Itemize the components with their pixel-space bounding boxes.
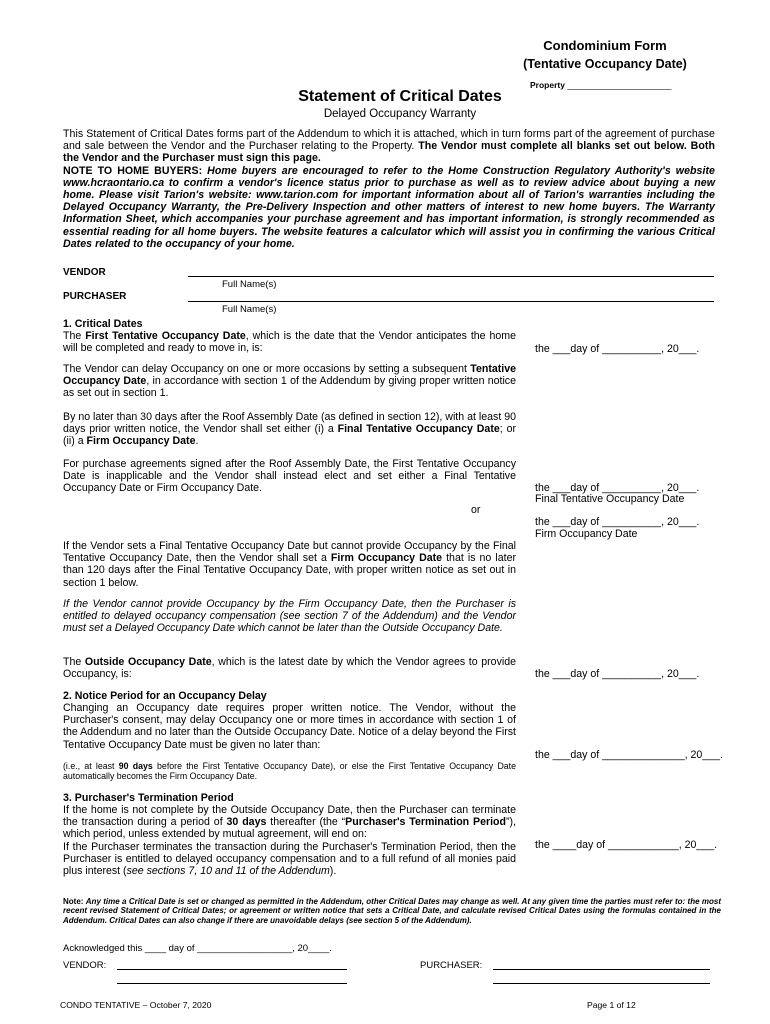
purchaser-signature-line-2[interactable] — [493, 983, 710, 984]
footer-form-id: CONDO TENTATIVE – October 7, 2020 — [60, 1000, 212, 1010]
page-number: Page 1 of 12 — [587, 1000, 636, 1010]
purchaser-signature-label: PURCHASER: — [420, 960, 483, 971]
section-1-heading: 1. Critical Dates — [63, 318, 143, 330]
s1-roof-assembly-paragraph: By no later than 30 days after the Roof Assembly Date (as defined in section 12), with at least 90 days prior written notice, the Vendor shall set either (i) a Final Tentative Occupancy Date; or (ii) a Firm Occupancy Date. — [63, 411, 516, 448]
critical-dates-note: Note: Any time a Critical Date is set or changed as permitted in the Addendum, other Critical Dates may change as well. At any given time the parties must refer to: the most recent revised Statement of Critical Dates; or agreement or written notice that sets a Critical Date, and calculate revised Critical Dates using the formulas contained in the Addendum. Critical Dates can also change if there are unavoidable delays (see section 5 of the Addendum). — [63, 897, 721, 925]
purchaser-name-line[interactable] — [188, 301, 714, 302]
s1-purchase-agreements-paragraph: For purchase agreements signed after the Roof Assembly Date, the First Tentative Occupancy Date is inapplicable and the Vendor shall instead elect and set either a Final Tentative Occupancy Date or Firm Occupancy Date. — [63, 458, 516, 495]
purchaser-label: PURCHASER — [63, 291, 127, 302]
vendor-full-names-caption: Full Name(s) — [222, 279, 277, 290]
property-line: ______________________ — [567, 80, 672, 90]
document-subtitle: Delayed Occupancy Warranty — [323, 108, 477, 120]
form-title: Condominium Form — [543, 38, 667, 53]
firm-occupancy-date-field[interactable]: the ___day of __________, 20___. — [535, 516, 700, 528]
or-separator: or — [471, 504, 481, 516]
vendor-signature-line-2[interactable] — [117, 983, 347, 984]
vendor-name-line[interactable] — [188, 276, 714, 277]
termination-end-date-field[interactable]: the ____day of ____________, 20___. — [535, 839, 718, 851]
s1-first-tentative-paragraph: The First Tentative Occupancy Date, which is the date that the Vendor anticipates the home will be completed and ready to move in, is: — [63, 330, 516, 355]
firm-occupancy-date-caption: Firm Occupancy Date — [535, 528, 638, 540]
s1-final-tentative-paragraph: If the Vendor sets a Final Tentative Occupancy Date but cannot provide Occupancy by the Final Tentative Occupancy Date, then the Vendor shall set a Firm Occupancy Date that is no later than 120 days after the Final Tentative Occupancy Date, with proper written notice as set out in section 1 below. — [63, 540, 516, 589]
purchaser-signature-line-1[interactable] — [493, 969, 710, 970]
property-label: Property — [530, 80, 565, 90]
s2-notice-detail: (i.e., at least 90 days before the First Tentative Occupancy Date), or else the First Tentative Occupancy Date automatically becomes the Firm Occupancy Date. — [63, 761, 517, 782]
first-tentative-date-field[interactable]: the ___day of __________, 20___. — [535, 343, 700, 355]
form-subtitle: (Tentative Occupancy Date) — [523, 57, 687, 71]
document-title: Statement of Critical Dates — [298, 88, 502, 105]
vendor-signature-line-1[interactable] — [117, 969, 347, 970]
s1-delayed-occupancy-paragraph: If the Vendor cannot provide Occupancy by the Firm Occupancy Date, then the Purchaser is entitled to delayed occupancy compensation (see section 7 of the Addendum) and the Vendor must set a Delayed Occupancy Date which cannot be later than the Outside Occupancy Date. — [63, 598, 516, 635]
outside-occupancy-date-field[interactable]: the ___day of __________, 20___. — [535, 668, 700, 680]
final-tentative-date-caption: Final Tentative Occupancy Date — [535, 493, 685, 505]
s2-notice-paragraph: Changing an Occupancy date requires proper written notice. The Vendor, without the Purchaser's consent, may delay Occupancy one or more times in accordance with section 1 of the Addendum and no later than the Outside Occupancy Date. Notice of a delay beyond the First Tentative Occupancy Date must be given no later than: — [63, 702, 516, 751]
final-tentative-date-field[interactable]: the ___day of __________, 20___. — [535, 482, 700, 494]
notice-deadline-date-field[interactable]: the ___day of ______________, 20___. — [535, 749, 723, 761]
intro-paragraph: This Statement of Critical Dates forms part of the Addendum to which it is attached, which in turn forms part of the agreement of purchase and sale between the Vendor and the Purchaser relating to the Property. The Vendor must complete all blanks set out below. Both the Vendor and the Purchaser must sign this page. NOTE TO HOME BUYERS: Home buyers are encouraged to refer to the Home Construction Regulatory Authority's website www.hcraontario.ca to confirm a vendor's licence status prior to purchase as well as to review advice about buying a new home. Please visit Tarion's website: www.tarion.com for important information about all of Tarion's warranties including the Delayed Occupancy Warranty, the Pre-Delivery Inspection and other matters of interest to new home buyers. The Warranty Information Sheet, which accompanies your purchase agreement and has important information, is strongly recommended as essential reading for all home buyers. The website features a calculator which will assist you in confirming the various Critical Dates related to the occupancy of your home. — [63, 128, 716, 250]
acknowledgement-line[interactable]: Acknowledged this ____ day of __________________, 20____. — [63, 943, 332, 954]
s1-outside-occupancy-paragraph: The Outside Occupancy Date, which is the latest date by which the Vendor agrees to provide Occupancy, is: — [63, 656, 517, 681]
s3-termination-paragraph: If the home is not complete by the Outside Occupancy Date, then the Purchaser can terminate the transaction during a period of 30 days thereafter (the “Purchaser's Termination Period”), which period, unless extended by mutual agreement, will end on: If the Purchaser terminates the transaction during the Purchaser's Termination Period, then the Purchaser is entitled to delayed occupancy compensation and to a full refund of all monies paid plus interest (see sections 7, 10 and 11 of the Addendum). — [63, 804, 516, 878]
section-3-heading: 3. Purchaser's Termination Period — [63, 792, 234, 804]
s1-delay-paragraph: The Vendor can delay Occupancy on one or more occasions by setting a subsequent Tentative Occupancy Date, in accordance with section 1 of the Addendum by giving proper written notice as set out in section 1. — [63, 363, 516, 400]
purchaser-full-names-caption: Full Name(s) — [222, 304, 277, 315]
vendor-signature-label: VENDOR: — [63, 960, 107, 971]
section-2-heading: 2. Notice Period for an Occupancy Delay — [63, 690, 267, 702]
vendor-label: VENDOR — [63, 267, 106, 278]
